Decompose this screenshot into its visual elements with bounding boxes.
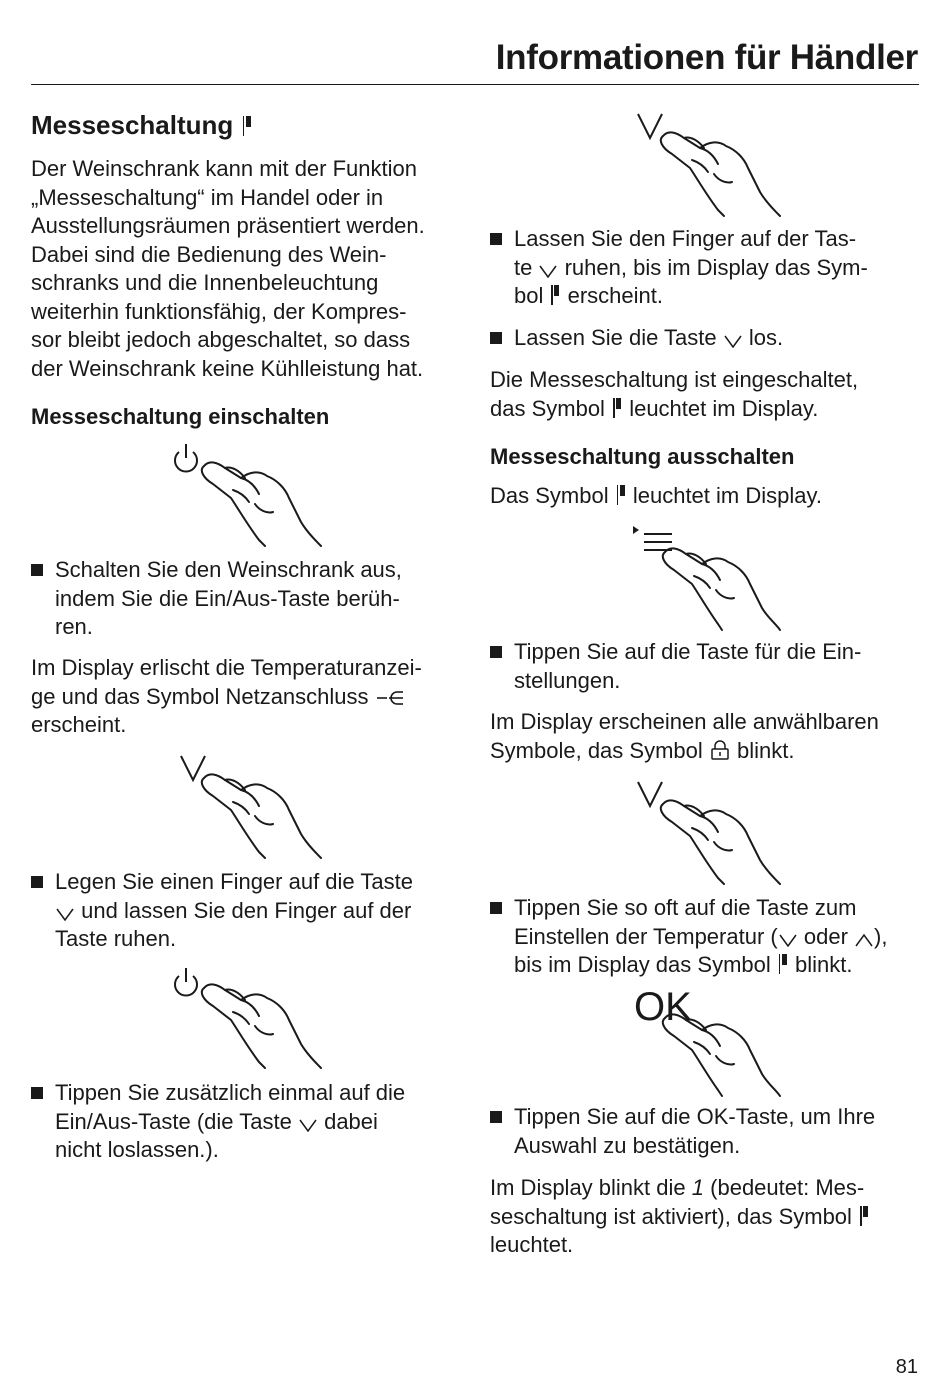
chevron-down-icon bbox=[638, 782, 662, 806]
step-line: und lassen Sie den Finger auf der bbox=[81, 897, 412, 923]
intro-line: Der Weinschrank kann mit der Funktion bbox=[31, 156, 417, 181]
para-line: Das Symbol bbox=[490, 483, 609, 508]
header-rule bbox=[31, 84, 919, 85]
pointing-hand-icon bbox=[661, 800, 780, 884]
display-paragraph bbox=[31, 654, 422, 740]
pointing-hand-icon bbox=[663, 548, 780, 630]
exhibition-mode-icon bbox=[242, 116, 252, 136]
para-line: Symbole, das Symbol bbox=[490, 737, 703, 763]
page-number: 81 bbox=[895, 1356, 918, 1378]
section-title-text: Messeschaltung bbox=[31, 110, 234, 140]
step-line: oder bbox=[803, 923, 848, 949]
display-value: 1 bbox=[691, 1175, 705, 1200]
step-line: bis im Display das Symbol bbox=[514, 952, 771, 977]
step-line: Lassen Sie die Taste bbox=[514, 325, 717, 350]
para-line: leuchtet. bbox=[490, 1232, 574, 1257]
step-line: Ein/Aus-Taste (die Taste bbox=[55, 1108, 292, 1134]
step-line: Tippen Sie so oft auf die Taste zum bbox=[514, 895, 857, 920]
bullet-square bbox=[490, 646, 502, 658]
power-icon bbox=[175, 968, 197, 995]
illustration-down-touch bbox=[169, 750, 329, 860]
chevron-down-icon bbox=[638, 114, 662, 138]
bullet-square bbox=[31, 1087, 43, 1099]
step-line: Tippen Sie zusätzlich einmal auf die bbox=[55, 1080, 406, 1105]
exhibition-mode-icon bbox=[778, 954, 788, 974]
bullet-square bbox=[490, 233, 502, 245]
mains-plug-icon bbox=[375, 689, 405, 707]
para-line: ge und das Symbol Netzanschluss bbox=[31, 683, 369, 709]
bullet-square bbox=[490, 1111, 502, 1123]
para-line: das Symbol bbox=[490, 395, 605, 421]
illustration-settings-touch bbox=[630, 520, 790, 632]
subheading-einschalten: Messeschaltung einschalten bbox=[31, 404, 330, 429]
step-line: ren. bbox=[55, 614, 93, 639]
intro-line: Dabei sind die Bedienung des Wein- bbox=[31, 241, 387, 267]
lock-icon bbox=[709, 739, 731, 761]
step-line: stellungen. bbox=[514, 667, 621, 693]
illustration-temp-touch bbox=[630, 776, 790, 886]
final-paragraph bbox=[490, 1174, 870, 1260]
exhibition-mode-icon bbox=[859, 1206, 869, 1226]
intro-line: der Weinschrank keine Kühlleistung hat. bbox=[31, 355, 424, 381]
step-line: Tippen Sie auf die OK-Taste, um Ihre bbox=[514, 1104, 876, 1129]
intro-line: Ausstellungsräumen präsentiert werden. bbox=[31, 213, 425, 238]
mode-on-paragraph bbox=[490, 366, 858, 423]
step-line: indem Sie die Ein/Aus-Taste berüh- bbox=[55, 585, 400, 611]
section-title bbox=[31, 110, 253, 141]
settings-menu-icon bbox=[633, 526, 672, 550]
pointing-hand-icon bbox=[202, 984, 321, 1068]
bullet-square bbox=[490, 332, 502, 344]
bullet-square bbox=[490, 902, 502, 914]
exhibition-mode-icon bbox=[616, 485, 626, 505]
step-line: Auswahl zu bestätigen. bbox=[514, 1132, 741, 1158]
step-line: Legen Sie einen Finger auf die Taste bbox=[55, 869, 413, 894]
para-line: erscheint. bbox=[31, 712, 127, 737]
page-header-title: Informationen für Händler bbox=[495, 38, 918, 77]
step-line: ), bbox=[874, 923, 888, 949]
chevron-down-icon bbox=[298, 1118, 318, 1132]
power-icon bbox=[175, 444, 197, 471]
step-line: te bbox=[514, 254, 533, 280]
para-line: Im Display erlischt die Temperaturanzei- bbox=[31, 655, 422, 680]
subheading-ausschalten: Messeschaltung ausschalten bbox=[490, 444, 795, 469]
intro-line: weiterhin funktionsfähig, der Kompres- bbox=[31, 298, 407, 324]
para-line: (bedeutet: Mes- bbox=[710, 1175, 865, 1200]
step-line: Schalten Sie den Weinschrank aus, bbox=[55, 557, 402, 582]
symbols-paragraph bbox=[490, 708, 879, 765]
para-line: Im Display blinkt die bbox=[490, 1175, 686, 1200]
step-line: Lassen Sie den Finger auf der Tas- bbox=[514, 226, 857, 251]
para-line: leuchtet im Display. bbox=[632, 483, 822, 508]
step-line: los. bbox=[748, 325, 784, 350]
para-line: blinkt. bbox=[737, 737, 795, 763]
step-line: Einstellen der Temperatur ( bbox=[514, 923, 778, 949]
bullet-square bbox=[31, 876, 43, 888]
step-line: blinkt. bbox=[795, 952, 853, 977]
symbol-lit-paragraph bbox=[490, 482, 822, 511]
intro-paragraph bbox=[31, 155, 425, 383]
ok-key-label: OK bbox=[634, 985, 692, 1029]
exhibition-mode-icon bbox=[550, 285, 560, 305]
illustration-power-touch bbox=[169, 440, 329, 548]
chevron-up-icon bbox=[854, 933, 874, 947]
exhibition-mode-icon bbox=[612, 398, 622, 418]
intro-line: „Messeschaltung“ im Handel oder in bbox=[31, 184, 384, 210]
pointing-hand-icon bbox=[202, 774, 321, 858]
intro-line: sor bleibt jedoch abgeschaltet, so dass bbox=[31, 327, 411, 352]
para-line: Im Display erscheinen alle anwählbaren bbox=[490, 709, 879, 734]
step-line: Taste ruhen. bbox=[55, 926, 177, 951]
para-line: leuchtet im Display. bbox=[629, 395, 819, 421]
chevron-down-icon bbox=[55, 907, 75, 921]
step-line: erscheint. bbox=[567, 283, 663, 308]
chevron-down-icon bbox=[181, 756, 205, 780]
step-line: Tippen Sie auf die Taste für die Ein- bbox=[514, 639, 862, 664]
step-line: ruhen, bis im Display das Sym- bbox=[564, 254, 868, 280]
step-line: dabei bbox=[324, 1108, 378, 1134]
intro-line: schranks und die Innenbeleuchtung bbox=[31, 270, 379, 295]
para-line: Die Messeschaltung ist eingeschaltet, bbox=[490, 367, 859, 392]
pointing-hand-icon bbox=[630, 984, 790, 1098]
bullet-square bbox=[31, 564, 43, 576]
para-line: seschaltung ist aktiviert), das Symbol bbox=[490, 1203, 852, 1229]
step-line: bol bbox=[514, 283, 544, 308]
step-line: nicht loslassen.). bbox=[55, 1137, 219, 1162]
illustration-down-hold bbox=[630, 108, 790, 218]
chevron-down-icon bbox=[723, 334, 743, 348]
illustration-ok-touch bbox=[630, 984, 790, 1098]
pointing-hand-icon bbox=[202, 462, 321, 546]
chevron-down-icon bbox=[778, 933, 798, 947]
pointing-hand-icon bbox=[661, 132, 780, 216]
illustration-power-touch-2 bbox=[169, 962, 329, 1070]
chevron-down-icon bbox=[538, 264, 558, 278]
